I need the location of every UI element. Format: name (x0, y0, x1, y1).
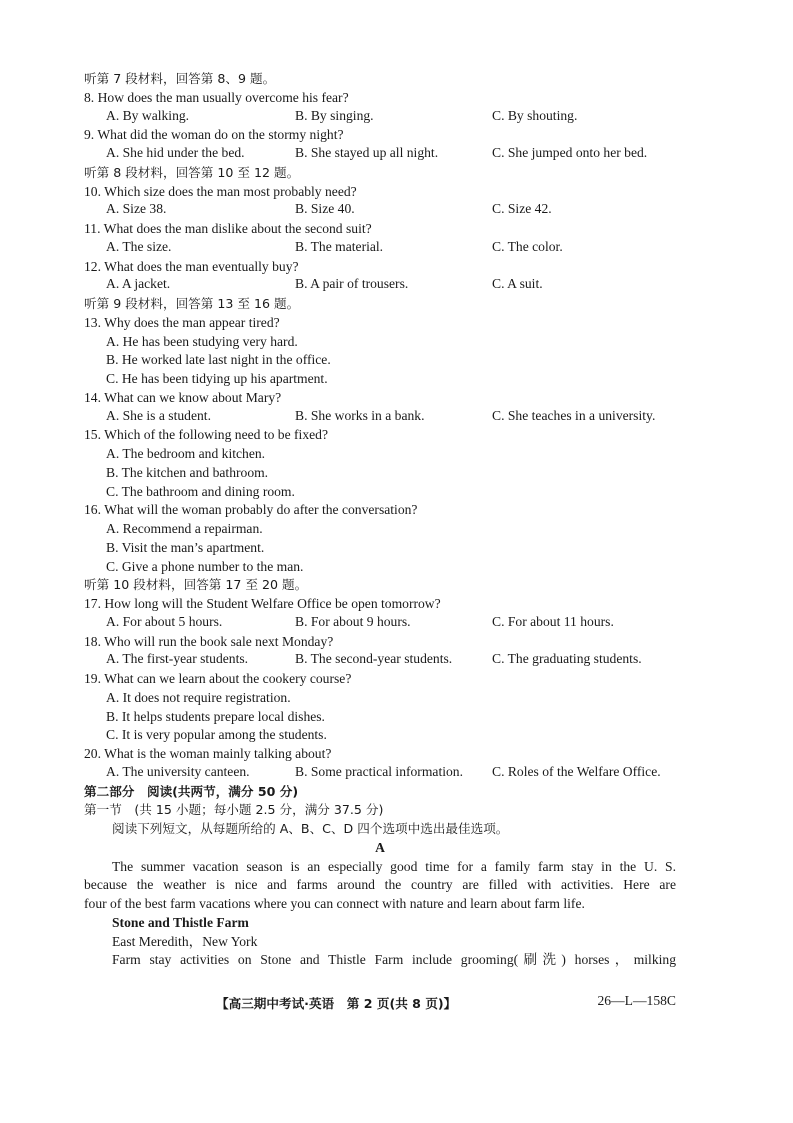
question-14: 14. What can we know about Mary? (84, 389, 282, 405)
option-c: C. She jumped onto her bed. (492, 145, 648, 160)
option-c: C. The graduating students. (492, 651, 642, 667)
option-a: A. Recommend a repairman. (106, 521, 263, 536)
option-a: A. He has been studying very hard. (106, 333, 298, 349)
options-18 (84, 651, 676, 670)
question-20: 20. What is the woman mainly talking about? (84, 746, 332, 761)
option-a: A. A jacket. (106, 276, 171, 292)
option-a: A. The bedroom and kitchen. (106, 446, 266, 461)
option-c: C. The bathroom and dining room. (106, 483, 295, 499)
option-c: C. The color. (492, 238, 563, 254)
farm-name: Stone and Thistle Farm (112, 914, 249, 930)
option-a: A. For about 5 hours. (106, 613, 223, 629)
question-10: 10. Which size does the man most probably need? (84, 183, 357, 199)
option-b: B. The kitchen and bathroom. (106, 464, 269, 480)
question-15: 15. Which of the following need to be fixed? (84, 427, 328, 443)
question-11: 11. What does the man dislike about the second suit? (84, 221, 372, 236)
option-c: C. By shouting. (492, 107, 578, 123)
page-content (84, 70, 676, 970)
options-17 (84, 614, 676, 633)
question-16: 16. What will the woman probably do after the conversation? (84, 502, 418, 518)
farm-text: Farm stay activities on Stone and Thistle Farm include grooming(刷洗) horses，milking (112, 952, 676, 968)
options-20 (84, 764, 676, 783)
option-b: B. She stayed up all night. (295, 145, 439, 160)
option-a: A. She is a student. (106, 407, 211, 423)
option-b: B. Size 40. (295, 201, 355, 217)
section-one-heading: 第一节 (共 15 小题；每小题 2.5 分，满分 37.5 分) (84, 802, 384, 818)
option-a: A. The university canteen. (106, 763, 250, 779)
intro-line-3: four of the best farm vacations where you can connect with nature and learn about farm life. (84, 896, 585, 911)
options-9 (84, 145, 676, 164)
option-a: A. The size. (106, 238, 172, 254)
options-8 (84, 108, 676, 127)
farm-location: East Meredith，New York (112, 933, 258, 949)
option-b: B. Visit the man’s apartment. (106, 539, 265, 555)
option-a: A. The first-year students. (106, 651, 249, 667)
question-18: 18. Who will run the book sale next Monday? (84, 633, 334, 649)
option-a: A. She hid under the bed. (106, 145, 245, 160)
page-footer (84, 993, 676, 1013)
option-b: B. By singing. (295, 107, 374, 123)
options-12 (84, 276, 676, 295)
option-c: C. It is very popular among the students. (106, 727, 327, 743)
section-heading-9: 听第 9 段材料，回答第 13 至 16 题。 (84, 296, 300, 311)
option-b: B. It helps students prepare local dishes. (106, 708, 325, 724)
question-13: 13. Why does the man appear tired? (84, 314, 280, 330)
section-heading-8: 听第 8 段材料，回答第 10 至 12 题。 (84, 164, 300, 180)
option-b: B. He worked late last night in the office. (106, 352, 331, 368)
footer-title: 【高三期中考试·英语 第 2 页(共 8 页)】 (216, 996, 457, 1011)
option-b: B. The material. (295, 238, 384, 254)
option-a: A. By walking. (106, 107, 190, 123)
option-c: C. She teaches in a university. (492, 407, 656, 423)
options-14 (84, 408, 676, 427)
options-10 (84, 201, 676, 220)
option-a: A. Size 38. (106, 201, 167, 217)
option-a: A. It does not require registration. (106, 689, 291, 705)
option-b: B. She works in a bank. (295, 407, 425, 423)
question-19: 19. What can we learn about the cookery course? (84, 671, 352, 686)
question-17: 17. How long will the Student Welfare Office be open tomorrow? (84, 596, 441, 611)
intro-line-1: The summer vacation season is an especially good time for a family farm stay in the U. S. (112, 858, 676, 874)
question-12: 12. What does the man eventually buy? (84, 258, 299, 274)
option-b: B. The second-year students. (295, 651, 453, 667)
footer-code: 26—L—158C (597, 993, 676, 1008)
option-c: C. For about 11 hours. (492, 613, 614, 629)
option-c: C. He has been tidying up his apartment. (106, 371, 328, 386)
option-b: B. Some practical information. (295, 763, 463, 779)
question-9: 9. What did the woman do on the stormy night? (84, 127, 344, 143)
section-heading-10: 听第 10 段材料，回答第 17 至 20 题。 (84, 577, 308, 593)
option-b: B. For about 9 hours. (295, 613, 411, 629)
options-11 (84, 239, 676, 258)
option-c: C. Roles of the Welfare Office. (492, 763, 661, 779)
option-c: C. Give a phone number to the man. (106, 558, 304, 574)
option-b: B. A pair of trousers. (295, 276, 409, 292)
option-c: C. A suit. (492, 276, 543, 292)
section-heading-7: 听第 7 段材料，回答第 8、9 题。 (84, 71, 276, 86)
reading-instruction: 阅读下列短文，从每题所给的 A、B、C、D 四个选项中选出最佳选项。 (112, 821, 509, 836)
part-two-heading: 第二部分 阅读(共两节，满分 50 分) (84, 783, 299, 799)
option-c: C. Size 42. (492, 201, 552, 217)
question-8: 8. How does the man usually overcome his fear? (84, 89, 349, 105)
passage-letter: A (375, 839, 385, 855)
intro-line-2: because the weather is nice and farms around the country are filled with activities. Here are (84, 877, 676, 893)
